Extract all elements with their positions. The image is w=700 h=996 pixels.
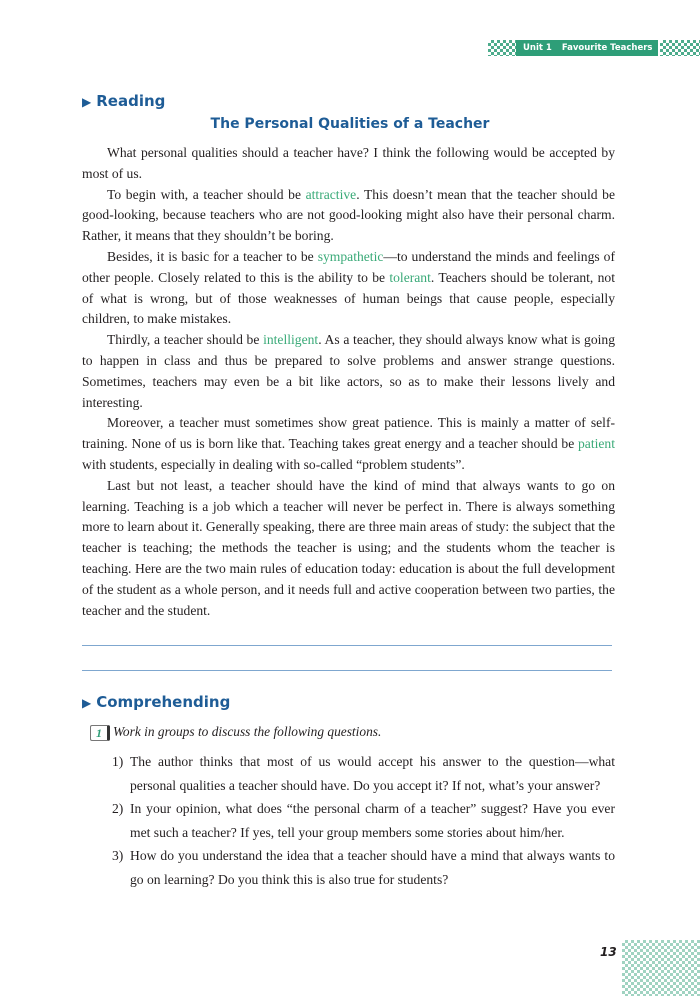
paragraph-text: To begin with, a teacher should be <box>107 186 306 202</box>
question-list <box>112 750 615 891</box>
paragraph <box>82 413 615 475</box>
paragraph <box>82 330 615 413</box>
triangle-icon: ▶ <box>82 696 92 710</box>
paragraph-text: Moreover, a teacher must sometimes show great patience. This is mainly a matter of self-training. None of us is born like that. Teaching takes great energy and a teacher should be <box>82 415 615 452</box>
unit-header <box>488 40 700 56</box>
highlighted-word: tolerant <box>389 269 431 285</box>
paragraph <box>82 247 615 330</box>
checker-decoration <box>488 40 516 56</box>
question-item <box>112 844 615 891</box>
paragraph <box>82 143 615 185</box>
highlighted-word: sympathetic <box>317 248 384 264</box>
instruction-text: Work in groups to discuss the following questions. <box>113 724 382 739</box>
reading-title: The Personal Qualities of a Teacher <box>210 116 490 132</box>
checker-decoration <box>660 40 700 56</box>
page-number: 13 <box>600 945 617 959</box>
question-text: How do you understand the idea that a teacher should have a mind that always wants to go on learning? Do you think this is also true for students? <box>130 848 615 887</box>
question-item <box>112 797 615 844</box>
paragraph-text: . Teachers should be tolerant, not of what is wrong, but of those weaknesses of human beings that cause people, especially children, to make mistakes. <box>82 269 615 327</box>
paragraph-text: What personal qualities should a teacher have? I think the following would be accepted by most of us. <box>82 145 615 181</box>
paragraph-text: Last but not least, a teacher should have the kind of mind that always wants to go on learning. Teaching is a job which a teacher will never be perfect in. There is always something more to learn about it. Generally speaking, there are three main areas of study: the subject that the teacher is teaching; the methods the teacher is using; and the students whom the teacher is teaching. Here are the two main rules of education today: education is about the full development of the student as a whole person, and it needs full and active cooperation between two parties, the teacher and the student. <box>82 477 615 618</box>
unit-title: Favourite Teachers <box>561 43 653 53</box>
section-heading-reading <box>82 92 165 110</box>
paragraph-text: Thirdly, a teacher should be <box>107 332 264 348</box>
question-item <box>112 750 615 797</box>
section-label: Comprehending <box>96 693 231 711</box>
question-number: 3) <box>112 848 124 863</box>
writing-line <box>82 645 612 646</box>
writing-line <box>82 670 612 671</box>
highlighted-word: intelligent <box>263 332 319 348</box>
paragraph-text: . As a teacher, they should always know what is going to happen in class and thus be prepared to solve problems and answer strange questions. Sometimes, teachers may even be a bit like actors, so as to make their lessons lively and interesting. <box>82 332 615 410</box>
highlighted-word: attractive <box>305 186 357 202</box>
paragraph <box>82 476 615 622</box>
task-instruction <box>90 724 381 741</box>
checker-decoration <box>622 940 700 996</box>
paragraph-text: with students, especially in dealing with so-called “problem students”. <box>82 456 465 472</box>
section-label: Reading <box>96 92 166 110</box>
highlighted-word: patient <box>578 436 615 452</box>
task-number-badge: 1 <box>90 725 110 741</box>
paragraph-text: . This doesn’t mean that the teacher should be good-looking, because teachers who are not good-looking might also have their personal charm. Rather, it means that they shouldn’t be boring. <box>82 186 616 244</box>
question-text: In your opinion, what does “the personal charm of a teacher” suggest? Have you ever met such a teacher? If yes, tell your group members some stories about him/her. <box>130 801 615 840</box>
question-text: The author thinks that most of us would accept his answer to the question—what personal qualities a teacher should have. Do you accept it? If not, what’s your answer? <box>130 754 615 793</box>
triangle-icon: ▶ <box>82 95 92 109</box>
paragraph-text: —to understand the minds and feelings of other people. Closely related to this is the ability to be <box>82 248 615 285</box>
paragraph-text: Besides, it is basic for a teacher to be <box>107 248 318 264</box>
question-number: 2) <box>112 801 124 816</box>
unit-label: Unit 1 <box>523 43 552 53</box>
unit-header-band <box>516 40 658 56</box>
reading-body <box>82 143 615 621</box>
question-number: 1) <box>112 754 124 769</box>
paragraph <box>82 185 615 247</box>
section-heading-comprehending <box>82 693 230 711</box>
